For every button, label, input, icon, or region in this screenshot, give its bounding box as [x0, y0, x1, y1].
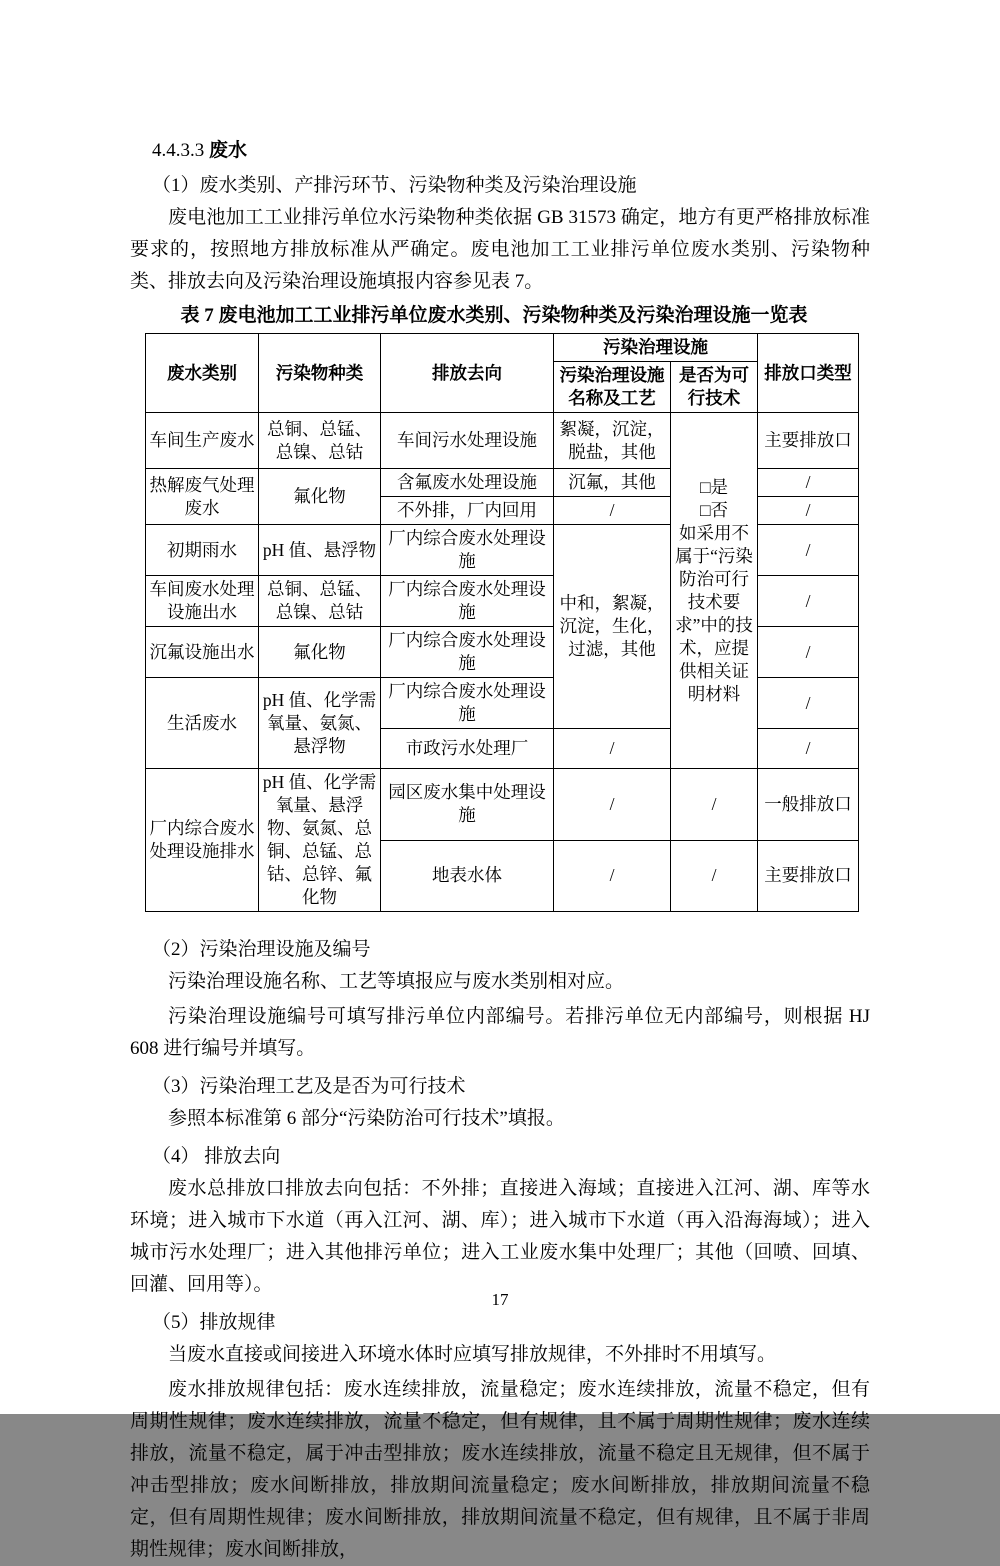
category-cell: 热解废气处理废水	[146, 469, 259, 525]
treatment-cell: /	[554, 769, 671, 841]
item3-paragraph-1: 参照本标准第 6 部分“污染防治可行技术”填报。	[168, 1108, 565, 1129]
pollutants-cell: pH 值、化学需氧量、氨氮、悬浮物	[259, 678, 381, 769]
header-outlet-type: 排放口类型	[758, 334, 859, 413]
outlet-cell: /	[758, 497, 859, 525]
destination-cell: 厂内综合废水处理设施	[381, 678, 554, 729]
destination-cell: 不外排，厂内回用	[381, 497, 554, 525]
table-title: 表 7 废电池加工工业排污单位废水类别、污染物种类及污染治理设施一览表	[180, 305, 808, 326]
header-discharge-destination: 排放去向	[381, 334, 554, 413]
destination-cell: 厂内综合废水处理设施	[381, 627, 554, 678]
feasible-technology-cell: □是 □否 如采用不属于“污染防治可行技术要求”中的技术，应提供相关证明材料	[671, 413, 758, 769]
page-number: 17	[491, 1290, 509, 1309]
treatment-cell: /	[554, 840, 671, 912]
outlet-cell: 主要排放口	[758, 840, 859, 912]
item5-heading: （5）排放规律	[152, 1312, 276, 1333]
destination-cell: 含氟废水处理设施	[381, 469, 554, 497]
section-heading	[152, 138, 870, 164]
treatment-cell: 沉氟，其他	[554, 469, 671, 497]
outlet-cell: 一般排放口	[758, 769, 859, 841]
treatment-cell: /	[554, 729, 671, 769]
destination-cell: 地表水体	[381, 840, 554, 912]
wastewater-table	[145, 333, 859, 912]
destination-cell: 厂内综合废水处理设施	[381, 576, 554, 627]
outlet-cell: /	[758, 678, 859, 729]
outlet-cell: 主要排放口	[758, 413, 859, 469]
header-feasible-technology: 是否为可行技术	[671, 362, 758, 413]
item5-paragraph-1: 当废水直接或间接进入环境水体时应填写排放规律，不外排时不用填写。	[168, 1344, 777, 1365]
outlet-cell: /	[758, 627, 859, 678]
pollutants-cell: pH 值、化学需氧量、悬浮物、氨氮、总铜、总锰、总钴、总锌、氟化物	[259, 769, 381, 912]
destination-cell: 园区废水集中处理设施	[381, 769, 554, 841]
feasible-cell: /	[671, 840, 758, 912]
table-header-row-1	[146, 334, 859, 362]
pollutants-cell: 氟化物	[259, 469, 381, 525]
header-wastewater-category: 废水类别	[146, 334, 259, 413]
section-number: 4.4.3.3	[152, 140, 205, 161]
category-cell: 生活废水	[146, 678, 259, 769]
destination-cell: 厂内综合废水处理设施	[381, 525, 554, 576]
treatment-cell: /	[554, 497, 671, 525]
outlet-cell: /	[758, 729, 859, 769]
item5-paragraph-2: 废水排放规律包括：废水连续排放，流量稳定；废水连续排放，流量不稳定，但有周期性规律；废水连续排放，流量不稳定，但有规律，且不属于周期性规律；废水连续排放，流量不稳定，属于冲击型排放；废水连续排放，流量不稳定且无规律，但不属于冲击型排放；废水间断排放，排放期间流量稳定；废水间断排放，排放期间流量不稳定，但有周期性规律；废水间断排放，排放期间流量不稳定，但有规律，且不属于非周期性规律；废水间断排放，	[130, 1379, 870, 1560]
item1-heading: （1）废水类别、产排污环节、污染物种类及污染治理设施	[152, 175, 637, 196]
treatment-cell: 絮凝，沉淀，脱盐，其他	[554, 413, 671, 469]
item2-paragraph-2: 污染治理设施编号可填写排污单位内部编号。若排污单位无内部编号，则根据 HJ 608 进行编号并填写。	[130, 1006, 870, 1059]
item1-paragraph: 废电池加工工业排污单位水污染物种类依据 GB 31573 确定，地方有更严格排放标准要求的，按照地方排放标准从严确定。废电池加工工业排污单位废水类别、污染物种类、排放去向及污染治理设施填报内容参见表 7。	[130, 207, 870, 292]
pollutants-cell: pH 值、悬浮物	[259, 525, 381, 576]
category-cell: 厂内综合废水处理设施排水	[146, 769, 259, 912]
category-cell: 沉氟设施出水	[146, 627, 259, 678]
item4-paragraph-1: 废水总排放口排放去向包括：不外排；直接进入海域；直接进入江河、湖、库等水环境；进入城市下水道（再入江河、湖、库）；进入城市下水道（再入沿海海域）；进入城市污水处理厂；进入其他排污单位；进入工业废水集中处理厂；其他（回喷、回填、回灌、回用等）。	[130, 1178, 870, 1295]
treatment-cell-merged: 中和，絮凝，沉淀，生化，过滤，其他	[554, 525, 671, 729]
header-pollutant-type: 污染物种类	[259, 334, 381, 413]
header-treatment-name-process: 污染治理设施名称及工艺	[554, 362, 671, 413]
feasible-cell: /	[671, 769, 758, 841]
category-cell: 车间生产废水	[146, 413, 259, 469]
item4-heading: （4） 排放去向	[152, 1146, 281, 1167]
item3-heading: （3）污染治理工艺及是否为可行技术	[152, 1076, 466, 1097]
pollutants-cell: 总铜、总锰、总镍、总钴	[259, 576, 381, 627]
item2-paragraph-1: 污染治理设施名称、工艺等填报应与废水类别相对应。	[168, 971, 625, 992]
outlet-cell: /	[758, 576, 859, 627]
table-row	[146, 769, 859, 841]
pollutants-cell: 总铜、总锰、总镍、总钴	[259, 413, 381, 469]
category-cell: 初期雨水	[146, 525, 259, 576]
destination-cell: 车间污水处理设施	[381, 413, 554, 469]
table-row	[146, 413, 859, 469]
item2-heading: （2）污染治理设施及编号	[152, 939, 371, 960]
section-title: 废水	[209, 140, 248, 161]
category-cell: 车间废水处理设施出水	[146, 576, 259, 627]
outlet-cell: /	[758, 469, 859, 497]
destination-cell: 市政污水处理厂	[381, 729, 554, 769]
header-treatment-facility-group: 污染治理设施	[554, 334, 758, 362]
outlet-cell: /	[758, 525, 859, 576]
pollutants-cell: 氟化物	[259, 627, 381, 678]
